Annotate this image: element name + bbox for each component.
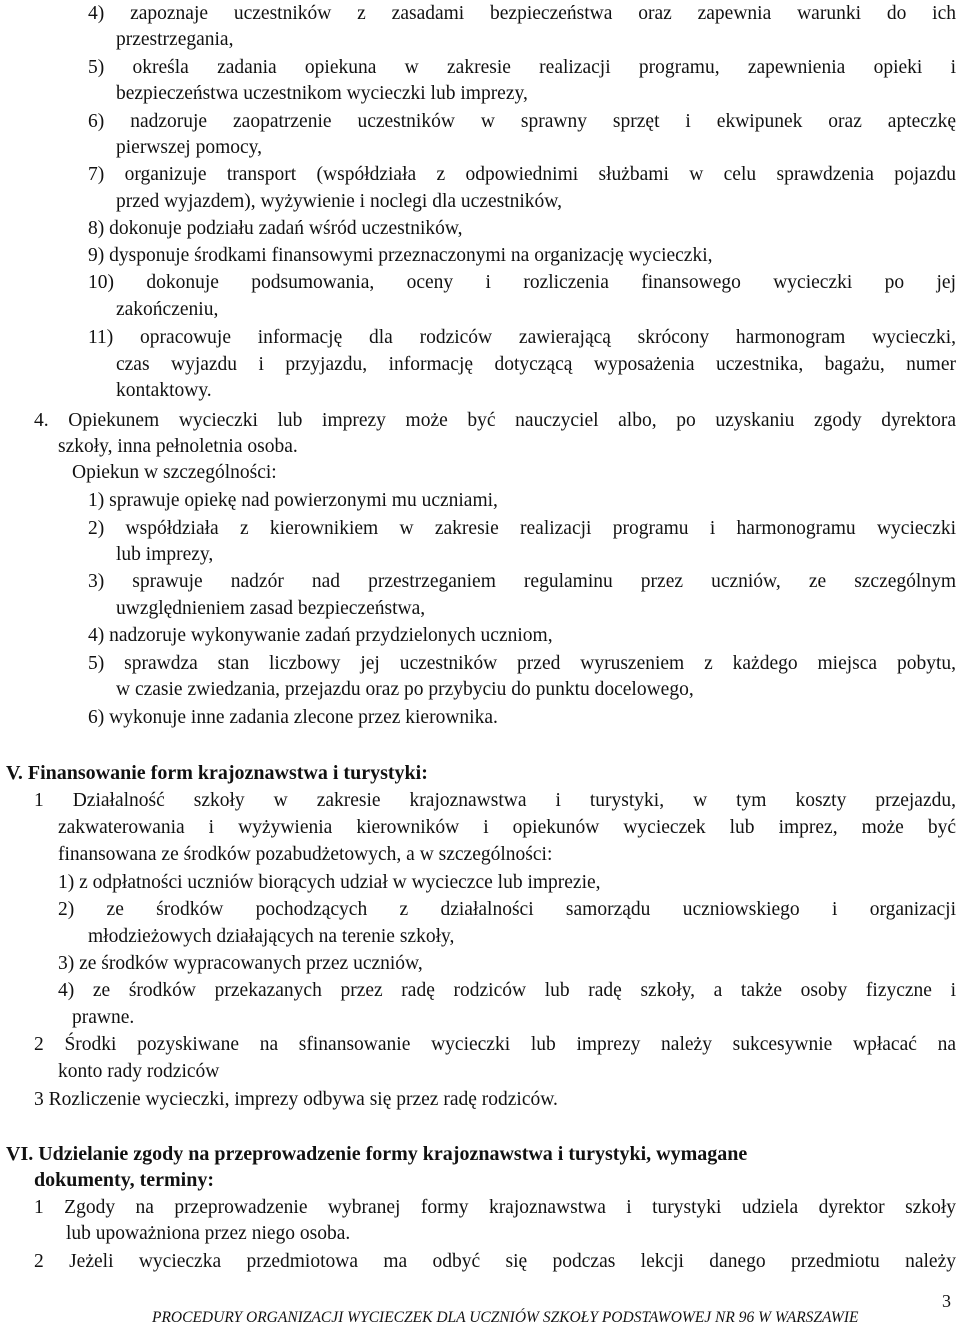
text-line: 3) ze środków wypracowanych przez uczniów, [58, 953, 423, 974]
text-line: 2) ze środków pochodzących z działalności samorządu uczniowskiego i organizacji [58, 899, 956, 920]
text-line: uwzględnieniem zasad bezpieczeństwa, [116, 598, 426, 619]
page-footer: PROCEDURY ORGANIZACJI WYCIECZEK DLA UCZNIÓW SZKOŁY PODSTAWOWEJ NR 96 W WARSZAWIE [152, 1309, 859, 1326]
text-line: 1) sprawuje opiekę nad powierzonymi mu uczniami, [88, 490, 498, 511]
page-number: 3 [942, 1291, 951, 1311]
text-line: 3 Rozliczenie wycieczki, imprezy odbywa się przez radę rodziców. [34, 1089, 558, 1110]
text-line: konto rady rodziców [58, 1061, 220, 1082]
text-line: przestrzegania, [116, 29, 234, 50]
text-line: lub imprezy, [116, 544, 214, 565]
text-line: 1 Działalność szkoły w zakresie krajoznawstwa i turystyki, w tym koszty przejazdu, [34, 790, 956, 811]
text-line: 3) sprawuje nadzór nad przestrzeganiem regulaminu przez uczniów, ze szczególnym [88, 571, 956, 592]
text-line: lub upoważniona przez niego osoba. [66, 1223, 351, 1244]
text-line: 8) dokonuje podziału zadań wśród uczestników, [88, 218, 463, 239]
text-line: 7) organizuje transport (współdziała z odpowiednimi służbami w celu sprawdzenia pojazdu [88, 164, 956, 185]
text-line: 4) nadzoruje wykonywanie zadań przydzielonych uczniom, [88, 625, 553, 646]
text-line: czas wyjazdu i przyjazdu, informację dotyczącą wyposażenia uczestnika, bagażu, numer [116, 354, 956, 375]
text-line: finansowana ze środków pozabudżetowych, a w szczególności: [58, 844, 553, 865]
text-line: 4) ze środków przekazanych przez radę rodziców lub radę szkoły, a także osoby fizyczne i [58, 980, 956, 1001]
text-line: 11) opracowuje informację dla rodziców zawierającą skrócony harmonogram wycieczki, [88, 327, 956, 348]
text-line: Opiekun w szczególności: [72, 462, 277, 483]
text-line: pierwszej pomocy, [116, 137, 263, 158]
text-line: przed wyjazdem), wyżywienie i noclegi dla uczestników, [116, 191, 562, 212]
text-line: zakwaterowania i wyżywienia kierowników i opiekunów wycieczek lub imprez, może być [58, 817, 956, 838]
text-line: w czasie zwiedzania, przejazdu oraz po przybyciu do punktu docelowego, [116, 679, 694, 700]
text-line: 4. Opiekunem wycieczki lub imprezy może być nauczyciel albo, po uzyskaniu zgody dyrektora [34, 410, 956, 431]
text-line: 10) dokonuje podsumowania, oceny i rozliczenia finansowego wycieczki po jej [88, 272, 956, 293]
text-line: prawne. [72, 1007, 135, 1028]
text-line: 4) zapoznaje uczestników z zasadami bezpieczeństwa oraz zapewnia warunki do ich [88, 3, 956, 24]
text-line: szkoły, inna pełnoletnia osoba. [58, 436, 298, 457]
text-line: 2) współdziała z kierownikiem w zakresie realizacji programu i harmonogramu wycieczki [88, 518, 956, 539]
text-line: 6) nadzoruje zaopatrzenie uczestników w sprawny sprzęt i ekwipunek oraz apteczkę [88, 111, 956, 132]
text-line: kontaktowy. [116, 380, 212, 401]
text-line: zakończeniu, [116, 299, 219, 320]
text-line: 2 Środki pozyskiwane na sfinansowanie wycieczki lub imprezy należy sukcesywnie wpłacać na [34, 1034, 956, 1055]
text-line: bezpieczeństwa uczestnikom wycieczki lub imprezy, [116, 83, 528, 104]
text-line: 2 Jeżeli wycieczka przedmiotowa ma odbyć się podczas lekcji danego przedmiotu należy [34, 1251, 956, 1272]
text-line: 1 Zgody na przeprowadzenie wybranej formy krajoznawstwa i turystyki udziela dyrektor szkoły [34, 1197, 956, 1218]
text-line: 6) wykonuje inne zadania zlecone przez kierownika. [88, 707, 498, 728]
text-line: 1) z odpłatności uczniów biorących udział w wycieczce lub imprezie, [58, 872, 601, 893]
text-line: 5) sprawdza stan liczbowy jej uczestników przed wyruszeniem z każdego miejsca pobytu, [88, 653, 956, 674]
section-heading: VI. Udzielanie zgody na przeprowadzenie formy krajoznawstwa i turystyki, wymagane [6, 1143, 748, 1165]
text-line: młodzieżowych działających na terenie szkoły, [88, 926, 455, 947]
text-line: 9) dysponuje środkami finansowymi przeznaczonymi na organizację wycieczki, [88, 245, 713, 266]
section-heading: dokumenty, terminy: [34, 1169, 214, 1191]
text-line: 5) określa zadania opiekuna w zakresie realizacji programu, zapewnienia opieki i [88, 57, 956, 78]
section-heading: V. Finansowanie form krajoznawstwa i turystyki: [6, 762, 428, 784]
